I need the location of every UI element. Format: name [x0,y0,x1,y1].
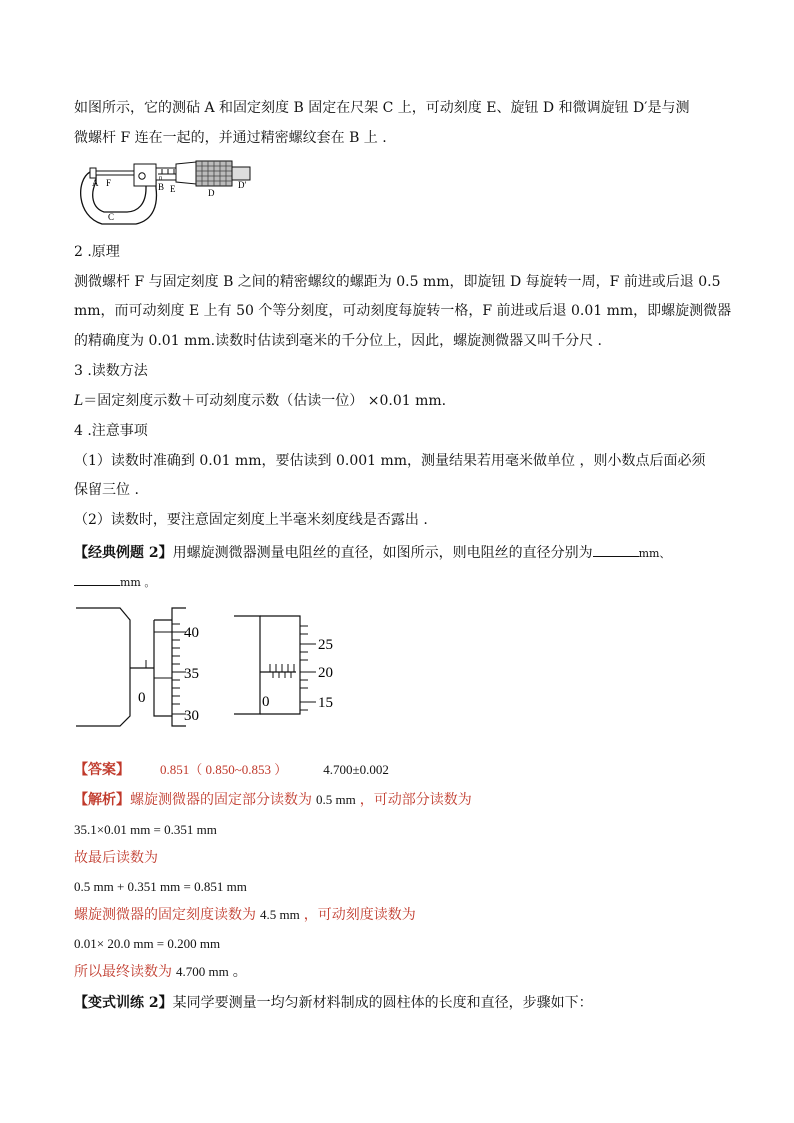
answer-blank-2 [74,571,120,586]
intro-line-1: 如图所示，它的测砧 A 和固定刻度 B 固定在尺架 C 上，可动刻度 E、旋钮 D 和微调旋钮 D′是与测 [74,100,690,116]
analysis-value-1: 0.5 mm [316,792,356,807]
analysis-tag: 【解析】 [74,792,130,808]
label-e: E [170,184,176,194]
label-f: F [106,178,112,188]
sec2-heading: 2 .原理 [74,244,120,260]
label-d: D [208,188,215,198]
answer-tag: 【答案】 [74,762,130,778]
left-tick-35: 35 [184,666,199,682]
practice2-tag: 【变式训练 2】 [74,995,173,1011]
analysis-line-3 [74,905,416,925]
sec3-formula [74,391,446,411]
right-tick-20: 20 [318,665,333,681]
analysis-value-3: 4.5 mm [260,907,300,922]
analysis-text-3: 螺旋测微器的固定刻度读数为 [74,907,256,923]
analysis-text-1: 螺旋测微器的固定部分读数为 [130,792,312,808]
right-tick-25: 25 [318,637,333,653]
label-c: C [108,212,115,222]
analysis-line-4 [74,962,247,982]
gauge-figure-left [76,606,216,728]
example2-tag: 【经典例题 2】 [74,545,173,561]
sec4-heading: 4 .注意事项 [74,423,148,439]
analysis-text-3b: ，可动刻度读数为 [303,907,416,923]
example2-unit-2: mm 。 [120,576,156,589]
label-a: A [92,178,99,188]
sec2-line-2: mm，而可动刻度 E 上有 50 个等分刻度，可动刻度每旋转一格，F 前进或后退 0.01 mm，即螺旋测微器 [74,303,732,319]
analysis-eq-3: 0.01× 20.0 mm = 0.200 mm [74,936,221,951]
gauge-figure-right [234,614,354,726]
answer-value-2: 4.700±0.002 [323,762,389,777]
micrometer-figure [72,158,262,230]
answer-blank-1 [593,542,639,557]
analysis-value-4: 4.700 mm [176,964,229,979]
left-zero-label: 0 [138,690,146,706]
practice2-line [74,993,593,1013]
analysis-line-1 [74,790,472,810]
sec2-line-3: 的精确度为 0.01 mm.读数时估读到毫米的千分位上，因此，螺旋测微器又叫千分尺 . [74,333,602,349]
label-b: B [158,182,165,192]
sec4-line-3: （2）读数时，要注意固定刻度上半毫米刻度线是否露出 . [74,512,428,528]
label-d-prime: D′ [238,180,247,190]
left-tick-30: 30 [184,708,199,724]
right-tick-15: 15 [318,695,333,711]
practice2-text: 某同学要测量一均匀新材料制成的圆柱体的长度和直径，步骤如下： [172,995,593,1011]
formula-text: ＝固定刻度示数＋可动刻度示数（估读一位） ×0.01 mm. [83,393,447,409]
sec4-line-2: 保留三位 . [74,482,139,498]
answer-line [74,760,389,780]
analysis-line-2: 故最后读数为 [74,850,158,866]
example2-text: 用螺旋测微器测量电阻丝的直径，如图所示，则电阻丝的直径分别为 [172,545,593,561]
right-zero-label: 0 [262,694,270,710]
intro-line-2: 微螺杆 F 连在一起的，并通过精密螺纹套在 B 上 . [74,130,387,146]
left-tick-40: 40 [184,625,199,641]
example2-line-2 [74,571,155,593]
formula-variable: L [74,393,84,409]
sec3-heading: 3 .读数方法 [74,363,148,379]
example2-unit-1: mm、 [638,547,671,560]
sec4-line-1: （1）读数时准确到 0.01 mm，要估读到 0.001 mm，测量结果若用毫米做单位 ，则小数点后面必须 [74,453,706,469]
sec2-line-1: 测微螺杆 F 与固定刻度 B 之间的精密螺纹的螺距为 0.5 mm，即旋钮 D 每旋转一周，F 前进或后退 0.5 [74,274,721,290]
analysis-text-1b: ，可动部分读数为 [359,792,472,808]
analysis-text-4: 所以最终读数为 [74,964,172,980]
answer-value-1: 0.851（ 0.850~0.853 ） [160,762,288,777]
example2-line-1 [74,542,671,564]
analysis-eq-1: 35.1×0.01 mm = 0.351 mm [74,822,217,837]
label-zero: 0 [159,176,162,182]
analysis-text-4b: 。 [232,964,247,980]
analysis-eq-2: 0.5 mm + 0.351 mm = 0.851 mm [74,879,247,894]
